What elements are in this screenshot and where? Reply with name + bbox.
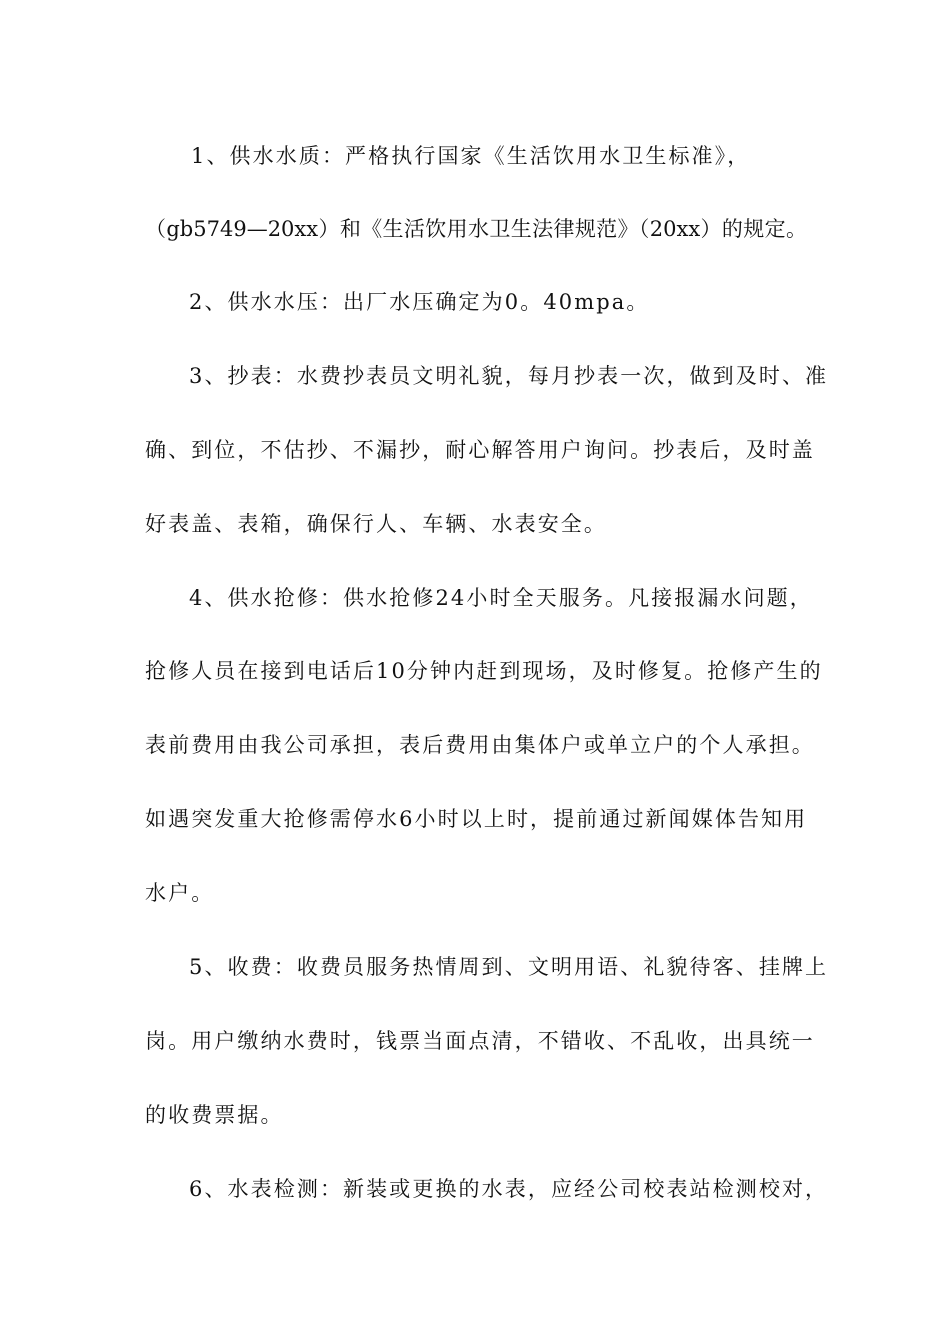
paragraph-4-line-4: 如遇突发重大抢修需停水6小时以上时，提前通过新闻媒体告知用 <box>145 807 808 831</box>
paragraph-5-line-2: 岗。用户缴纳水费时，钱票当面点清，不错收、不乱收，出具统一 <box>145 1029 815 1053</box>
paragraph-3-line-2: 确、到位，不估抄、不漏抄，耐心解答用户询问。抄表后，及时盖 <box>145 438 815 462</box>
paragraph-5-line-3: 的收费票据。 <box>145 1103 284 1127</box>
paragraph-5-line-1: 5、收费：收费员服务热情周到、文明用语、礼貌待客、挂牌上 <box>189 955 829 979</box>
paragraph-1-line-2: （gb5749—20xx）和《生活饮用水卫生法律规范》（20xx）的规定。 <box>145 217 807 241</box>
paragraph-4-line-2: 抢修人员在接到电话后10分钟内赶到现场，及时修复。抢修产生的 <box>145 659 823 683</box>
paragraph-4-line-5: 水户。 <box>145 881 215 905</box>
paragraph-6-line-1: 6、水表检测：新装或更换的水表，应经公司校表站检测校对， <box>189 1177 829 1201</box>
paragraph-3-line-1: 3、抄表：水费抄表员文明礼貌，每月抄表一次，做到及时、准 <box>189 364 829 388</box>
paragraph-1-line-1: 1、供水水质：严格执行国家《生活饮用水卫生标准》， <box>191 144 751 168</box>
paragraph-4-line-1: 4、供水抢修：供水抢修24小时全天服务。凡接报漏水问题， <box>189 586 813 610</box>
paragraph-4-line-3: 表前费用由我公司承担，表后费用由集体户或单立户的个人承担。 <box>145 733 815 757</box>
paragraph-2-line-1: 2、供水水压：出厂水压确定为0。40mpa。 <box>189 290 650 314</box>
paragraph-3-line-3: 好表盖、表箱，确保行人、车辆、水表安全。 <box>145 512 607 536</box>
